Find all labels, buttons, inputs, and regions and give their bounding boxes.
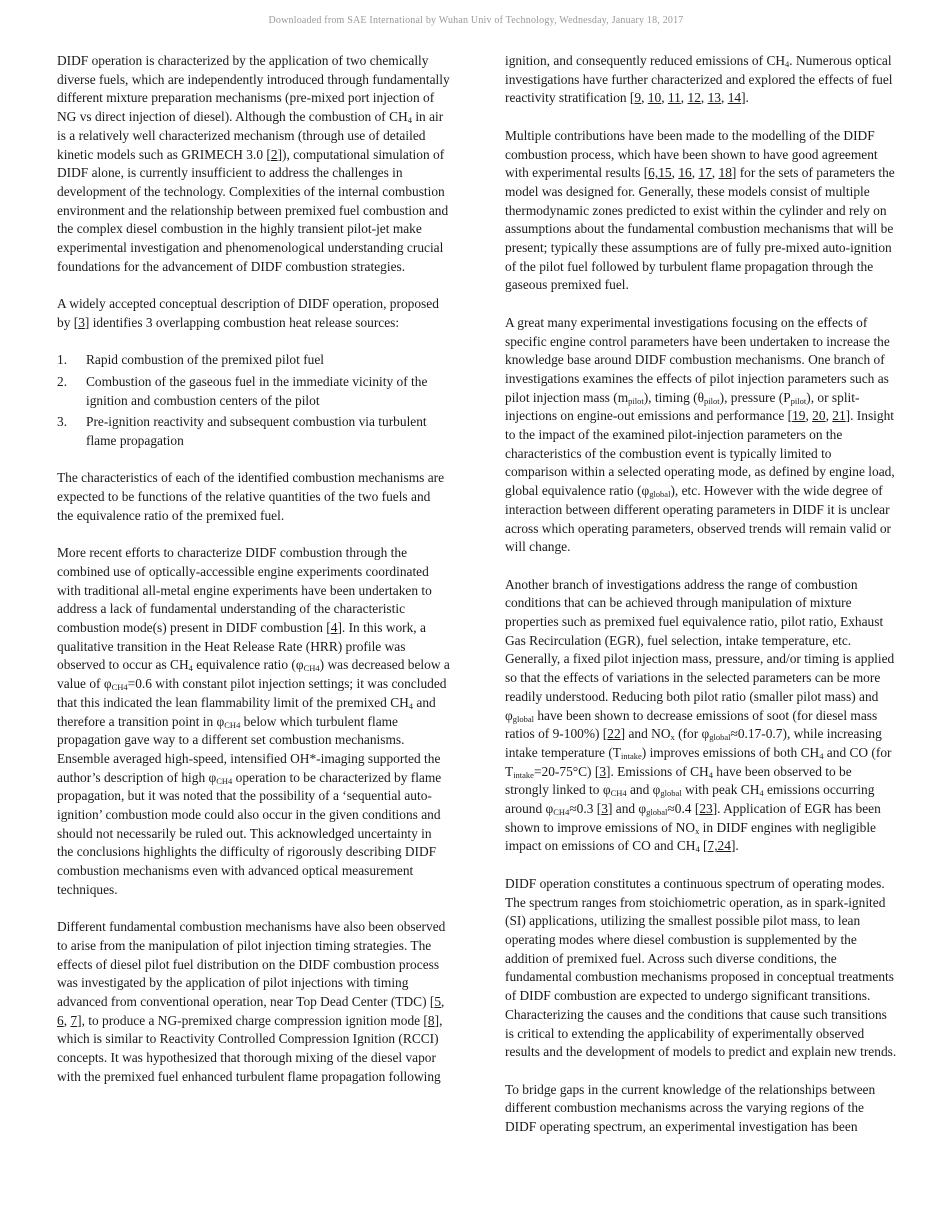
- citation-link[interactable]: 3: [599, 763, 607, 779]
- heat-release-sources-list: [57, 351, 450, 451]
- citation-link[interactable]: 8: [427, 1012, 435, 1028]
- citation-link[interactable]: 21: [832, 408, 846, 424]
- right-column: [505, 52, 897, 1155]
- citation-link[interactable]: 3: [78, 314, 85, 330]
- list-item: 3. Pre-ignition reactivity and subsequent combustion via turbulent flame propagation: [57, 414, 427, 449]
- citation-link[interactable]: 4: [330, 620, 338, 636]
- paragraph-modelling: Multiple contributions have been made to the modelling of the DIDF combustion process, which have been shown to have good agreement with experimental results [6,15, 16, 17, 18] for the sets of parameters the model was designed for. Generally, these models consist of multiple thermodynamic zones predicted to exist within the cylinder and rely on assumptions about the fundamental combustion mechanisms that will be present; typically these assumptions are of fully pre-mixed auto-ignition of the pilot fuel followed by turbulent flame propagation through the gaseous premixed fuel.: [505, 127, 895, 293]
- paragraph-optical-investigations: ignition, and consequently reduced emissions of $CH_4$. Numerous optical investigations have further characterized and explored the effects of fuel reactivity stratification [9, 10, 11, 12, 13, 14].: [505, 53, 893, 106]
- citation-link[interactable]: 13: [707, 90, 721, 106]
- paragraph-recent-efforts: More recent efforts to characterize DIDF combustion through the combined use of optically-accessible engine experiments coordinated with traditional all-metal engine experiments have been undertaken to address a lack of fundamental understanding of the characteristic combustion mode(s) present in DIDF combustion [4]. In this work, a qualitative transition in the Heat Release Rate (HRR) profile was observed to occur as $CH_4$ equivalence ratio $(\varphi_{CH4})$ was decreased below a value of $\varphi_{CH4}=0.6$ with constant pilot injection settings; it was concluded that this indicated the lean flammability limit of the premixed $CH_4$ and therefore a transition point in $\varphi_{CH4}$ below which turbulent flame propagation gave way to a different set combustion mechanisms. Ensemble averaged high-speed, intensified OH*-imaging supported the author’s description of high $\varphi_{CH4}$ operation to be characterized by flame propagation, but it was noted that the possibility of a ‘sequential auto-ignition’ combustion mode could also occur in the given conditions and should not necessarily be ruled out. This acknowledged uncertainty in the conclusions highlights the difficulty of rigorously describing DIDF combustion mechanisms even with advanced optical measurement techniques.: [57, 545, 450, 897]
- paragraph-pilot-injection-parameters: A great many experimental investigations focusing on the effects of specific engine control parameters have been undertaken to increase the knowledge base around DIDF combustion mechanisms. One branch of investigations examines the effects of pilot injection parameters such as pilot injection mass $(m_{pilot})$, timing $(\theta_{pilot})$, pressure $(P_{pilot})$, or split-injections on engine-out emissions and performance [19, 20, 21]. Insight to the impact of the examined pilot-injection parameters on the characteristics of the combustion event is typically limited to comparison within a selected operating mode, as defined by engine load, global equivalence ratio $(\varphi_{global})$, etc. However with the wide degree of interaction between different operating parameters in DIDF it is unclear across which operating parameters, observed trends will remain valid or will change.: [505, 314, 895, 555]
- citation-link[interactable]: 16: [678, 165, 692, 181]
- citation-link[interactable]: 19: [792, 408, 806, 424]
- citation-link[interactable]: 7,24: [707, 838, 731, 854]
- paragraph-operating-spectrum: DIDF operation constitutes a continuous spectrum of operating modes. The spectrum ranges from stoichiometric operation, as in spark-ignited (SI) applications, utilizing the smallest possible pilot mass, to lean operating modes where diesel combustion is supplemented by the addition of premixed fuel. Across such diverse conditions, the fundamental combustion mechanisms proposed in conceptual treatments of DIDF combustion are expected to undergo significant transitions. Characterizing the causes and the conditions that cause such transitions is critical to extending the applicability of experimentally observed results and the development of models to predict and explain new trends.: [505, 875, 897, 1060]
- citation-link[interactable]: 11: [667, 90, 681, 106]
- citation-link[interactable]: 2: [270, 146, 278, 162]
- citation-link[interactable]: 18: [718, 165, 732, 181]
- citation-link[interactable]: 20: [812, 408, 826, 424]
- paragraph-didf-operation: DIDF operation is characterized by the application of two chemically diverse fuels, which are independently introduced through fundamentally different mixture preparation mechanisms (pre-mixed port injection of NG vs direct injection of diesel). Although the combustion of $CH_4$ in air is a relatively well characterized mechanism (through use of detailed kinetic models such as GRIMECH 3.0 [2]), computational simulation of DIDF alone, is currently insufficient to address the challenges in development of the technology. Complexities of the internal combustion environment and the relationship between premixed fuel combustion and the complex diesel combustion in the highly transient pilot-jet make experimental investigation and phenomenological understanding crucial foundations for the advancement of DIDF combustion strategies.: [57, 53, 450, 274]
- list-item: 1. Rapid combustion of the premixed pilot fuel: [57, 352, 325, 368]
- download-notice: Downloaded from SAE International by Wuhan Univ of Technology, Wednesday, January 18, 2017: [268, 15, 684, 26]
- citation-link[interactable]: 12: [687, 90, 701, 106]
- citation-link[interactable]: 6: [57, 1012, 64, 1028]
- citation-link[interactable]: 10: [647, 90, 662, 106]
- citation-link[interactable]: 17: [698, 165, 712, 181]
- citation-link[interactable]: 14: [727, 90, 742, 106]
- paragraph-mixture-properties: Another branch of investigations address the range of combustion conditions that can be achieved through manipulation of mixture properties such as premixed fuel equivalence ratio, pilot ratio, Exhaust Gas Recirculation (EGR), fuel selection, intake temperature, etc. Generally, a fixed pilot injection mass, pressure, and/or timing is applied so that the effects of variations in the selected parameters can be more readily understood. Reducing both pilot ratio (smaller pilot mass) and $\varphi_{global}$ have been shown to decrease emissions of soot (for diesel mass ratios of 9-100%) [22] and $NO_x$ (for $\varphi_{global}\approx 0.17-0.7$), while increasing intake temperature $(T_{intake})$ improves emissions of both $CH_4$ and CO (for $T_{intake}=20-75^\circ C$) [3]. Emissions of $CH_4$ have been observed to be strongly linked to $\varphi_{CH4}$ and $\varphi_{global}$ with peak $CH_4$ emissions occurring around $\varphi_{CH4}\approx 0.3$ [3] and $\varphi_{global}\approx 0.4$ [23]. Application of EGR has been shown to improve emissions of $NO_x$ in DIDF engines with negligible impact on emissions of CO and $CH_4$ [7,24].: [505, 576, 895, 855]
- citation-link[interactable]: 5: [434, 994, 442, 1010]
- citation-link[interactable]: 23: [699, 801, 713, 817]
- citation-link[interactable]: 6,15: [648, 165, 672, 181]
- paragraph-mechanism-characteristics: The characteristics of each of the identified combustion mechanisms are expected to be functions of the relative quantities of the two fuels and the equivalence ratio of the premixed fuel.: [57, 470, 445, 523]
- citation-link[interactable]: 22: [607, 726, 621, 742]
- citation-link[interactable]: 3: [601, 801, 608, 817]
- left-column: [57, 52, 450, 1105]
- list-item: 2. Combustion of the gaseous fuel in the immediate vicinity of the ignition and combustion centers of the pilot: [57, 373, 428, 408]
- paragraph-conceptual-description: A widely accepted conceptual description of DIDF operation, proposed by [3] identifies 3 overlapping combustion heat release sources:: [57, 296, 439, 330]
- citation-link[interactable]: 9: [634, 90, 642, 106]
- paragraph-pilot-injection-timing: Different fundamental combustion mechanisms have also been observed to arise from the manipulation of pilot injection timing strategies. The effects of diesel pilot fuel distribution on the DIDF combustion process was investigated by the application of pilot injections with timing advanced from conventional operation, near Top Dead Center (TDC) [5, 6, 7], to produce a NG-premixed charge compression ignition mode [8], which is similar to Reactivity Controlled Compression Ignition (RCCI) concepts. It was hypothesized that thorough mixing of the diesel vapor with the premixed fuel enhanced turbulent flame propagation following: [57, 919, 446, 1084]
- paragraph-bridge-gaps: To bridge gaps in the current knowledge of the relationships between different combustion mechanisms across the varying regions of the DIDF operating spectrum, an experimental investigation has been: [505, 1081, 876, 1134]
- citation-link[interactable]: 7: [70, 1012, 78, 1028]
